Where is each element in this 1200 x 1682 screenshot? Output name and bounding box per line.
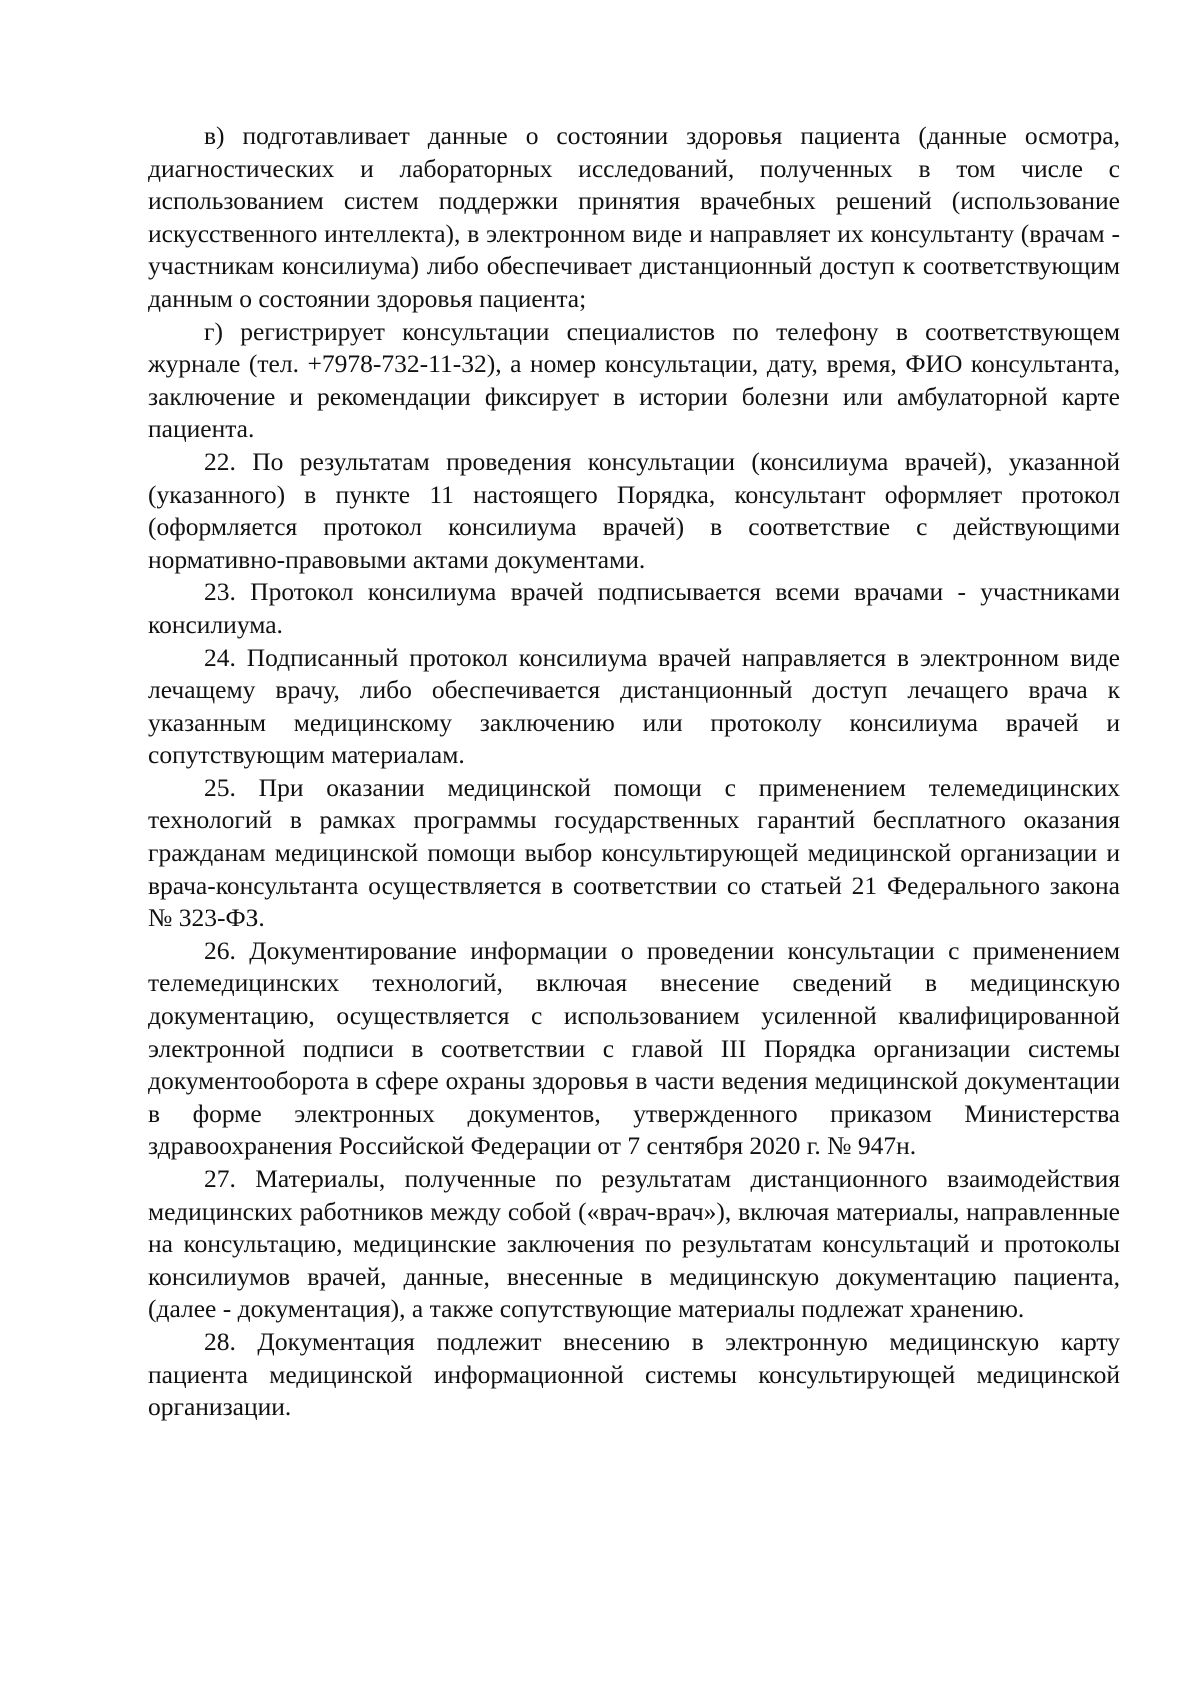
paragraph-v-subitem: в) подготавливает данные о состоянии здоровья пациента (данные осмотра, диагностических и лабораторных исследований, полученных в том числе с использованием систем поддержки принятия врачебных решений (использование искусственного интеллекта), в электронном виде и направляет их консультанту (врачам - участникам консилиума) либо обеспечивает дистанционный доступ к соответствующим данным о состоянии здоровья пациента;	[148, 121, 1120, 313]
paragraph-27: 27. Материалы, полученные по результатам дистанционного взаимодействия медицинских работников между собой («врач-врач»), включая материалы, направленные на консультацию, медицинские заключения по результатам консультаций и протоколы консилиумов врачей, данные, внесенные в медицинскую документацию пациента, (далее - документация), а также сопутствующие материалы подлежат хранению.	[148, 1164, 1120, 1324]
paragraph-g-subitem: г) регистрирует консультации специалистов по телефону в соответствующем журнале (тел. +7978-732-11-32), а номер консультации, дату, время, ФИО консультанта, заключение и рекомендации фиксирует в истории болезни или амбулаторной карте пациента.	[148, 316, 1120, 444]
paragraph-24: 24. Подписанный протокол консилиума врачей направляется в электронном виде лечащему врачу, либо обеспечивается дистанционный доступ лечащего врача к указанным медицинскому заключению или протоколу консилиума врачей и сопутствующим материалам.	[148, 642, 1120, 770]
paragraph-26: 26. Документирование информации о проведении консультации с применением телемедицинских технологий, включая внесение сведений в медицинскую документацию, осуществляется с использованием усиленной квалифицированной электронной подписи в соответствии с главой III Порядка организации системы документооборота в сфере охраны здоровья в части ведения медицинской документации в форме электронных документов, утвержденного приказом Министерства здравоохранения Российской Федерации от 7 сентября 2020 г. № 947н.	[148, 935, 1120, 1161]
paragraph-25: 25. При оказании медицинской помощи с применением телемедицинских технологий в рамках программы государственных гарантий бесплатного оказания гражданам медицинской помощи выбор консультирующей медицинской организации и врача-консультанта осуществляется в соответствии со статьей 21 Федерального закона № 323-ФЗ.	[148, 772, 1120, 933]
document-body	[148, 120, 1120, 1424]
paragraph-28: 28. Документация подлежит внесению в электронную медицинскую карту пациента медицинской информационной системы консультирующей медицинской организации.	[148, 1326, 1120, 1422]
paragraph-22: 22. По результатам проведения консультации (консилиума врачей), указанной (указанного) в пункте 11 настоящего Порядка, консультант оформляет протокол (оформляется протокол консилиума врачей) в соответствие с действующими нормативно-правовыми актами документами.	[148, 446, 1120, 574]
paragraph-23: 23. Протокол консилиума врачей подписывается всеми врачами - участниками консилиума.	[148, 577, 1120, 639]
